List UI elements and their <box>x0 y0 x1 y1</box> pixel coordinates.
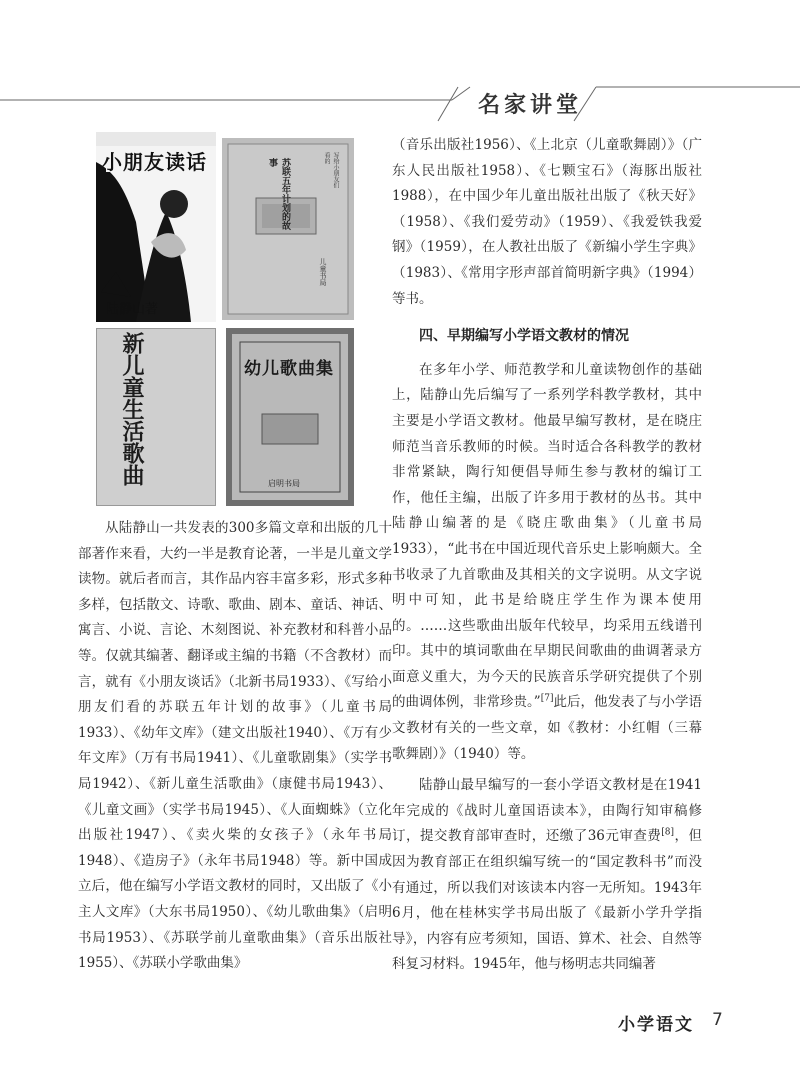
right-column <box>392 133 702 978</box>
citation-7: [7] <box>540 693 554 704</box>
book-cover-photo-4 <box>226 328 354 506</box>
book-cover-photo-3 <box>96 328 216 506</box>
left-column <box>78 516 392 977</box>
header-rule <box>0 0 800 125</box>
citation-8: [8] <box>661 827 675 838</box>
right-paragraph-2 <box>392 358 702 768</box>
para3-text-a: 陆静山最早编写的一套小学语文教材是在1941年完成的《战时儿童国语读本》，由陶行知审稿修订，提交教育部审查时，还缴了36元审查费 <box>392 777 702 845</box>
para2-text-a: 在多年小学、师范教学和儿童读物创作的基础上，陆静山先后编写了一系列学科教学教材，其中主要是小学语文教材。他最早编写教材，是在晓庄师范当音乐教师的时候。当时适合各科教学的教材非常紧缺，陶行知便倡导师生参与教材的编订工作，他任主编，出版了许多用于教材的丛书。其中陆静山编著的是《晓庄歌曲集》（儿童书局1933），“此书在中国近现代音乐史上影响颇大。全书收录了九首歌曲及其相关的文字说明。从文字说明中可知，此书是给晓庄学生作为课本使用的。……这些歌曲出版年代较早，均采用五线谱刊印。其中的填词歌曲在早期民间歌曲的曲调著录方面意义重大，为今天的民族音乐学研究提供了个别的曲调体例，非常珍贵。” <box>392 361 702 711</box>
book-cover-photo-1 <box>96 132 216 322</box>
book4-title: 幼儿歌曲集 <box>244 359 334 379</box>
right-paragraph-3 <box>392 773 702 978</box>
journal-brand: 小学语文 <box>618 1015 694 1035</box>
book4-publisher: 启明书局 <box>268 479 300 488</box>
para2-text-b: 此后，他发表了与小学语文教材有关的一些文章，如《教材：小红帽（三幕歌舞剧）》（1940）等。 <box>392 694 702 762</box>
page-number: 7 <box>712 1010 723 1030</box>
left-paragraph: 从陆静山一共发表的300多篇文章和出版的几十部著作来看，大约一半是教育论著，一半是儿童文学读物。就后者而言，其作品内容丰富多彩，形式多种多样，包括散文、诗歌、歌曲、剧本、童话、神话、寓言、小说、言论、木刻图说、补充教材和科普小品等。仅就其编著、翻译或主编的书籍（不含教材）而言，就有《小朋友谈话》（北新书局1933）、《写给小朋友们看的苏联五年计划的故事》（儿童书局1933）、《幼年文库》（建文出版社1940）、《万有少年文库》（万有书局1941）、《儿童歌剧集》（实学书局1942）、《新儿童生活歌曲》（康健书局1943）、《儿童文画》（实学书局1945）、《人面蜘蛛》（立化出版社1947）、《卖火柴的女孩子》（永年书局1948）、《造房子》（永年书局1948）等。新中国成立后，他在编写小学语文教材的同时，又出版了《小主人文库》（大东书局1950）、《幼儿歌曲集》（启明书局1953）、《苏联学前儿童歌曲集》（音乐出版社1955）、《苏联小学歌曲集》 <box>78 520 392 972</box>
book2-publisher: 儿童书局 <box>319 258 327 286</box>
book2-title: 苏联五年计划的故事 <box>267 158 290 230</box>
book3-title: 新儿童生活歌曲 <box>119 332 145 486</box>
book1-title: 小朋友读话 <box>102 150 207 174</box>
book-cover-photos <box>96 132 354 506</box>
section-title: 名家讲堂 <box>478 93 583 118</box>
section-heading: 四、早期编写小学语文教材的情况 <box>419 328 629 345</box>
book-cover-photo-2 <box>222 138 354 320</box>
right-continuation-paragraph: （音乐出版社1956）、《上北京（儿童歌舞剧）》（广东人民出版社1958）、《七颗宝石》（海豚出版社1988），在中国少年儿童出版社出版了《秋天好》（1958）、《我们爱劳动》（1959）、《我爱铁我爱钢》（1959），在人教社出版了《新编小学生字典》（1983）、《常用字形声部首简明新字典》（1994）等书。 <box>392 137 702 307</box>
book2-top-text: 写给小朋友们看的 <box>323 152 339 188</box>
para3-text-b: ，但因为教育部正在组织编写统一的“国定教科书”而没有通过，所以我们对该读本内容一无所知。1943年6月，他在桂林实学书局出版了《最新小学升学指导》，内容有应考须知，国语、算术、社会、自然等科复习材料。1945年，他与杨明志共同编著 <box>392 828 703 973</box>
book1-signature: 陆静山著 <box>106 302 159 317</box>
page-header <box>0 0 800 125</box>
